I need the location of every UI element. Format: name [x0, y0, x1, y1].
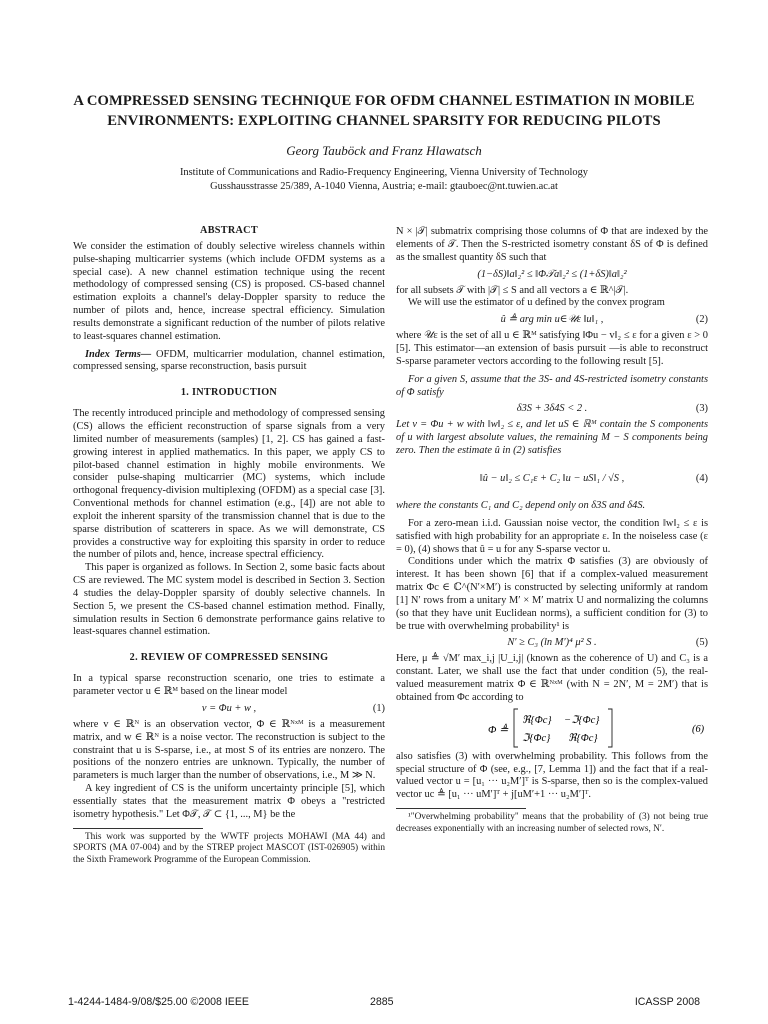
right-paragraph-8: also satisfies (3) with overwhelming probability. This follows from the special structure of Φ (see, e.g., [7, Lemma 1]) and the fact that if a real-valued vector u = [u₁ ··· u₂M′]ᵀ is S-sparse, then so is the complex-valued vector uc ≜ [u₁ ··· uM′]ᵀ + j[uM′+1 ··· u₂M′]ᵀ. — [396, 750, 708, 801]
equation-6-number: (6) — [692, 723, 705, 735]
authors: Georg Tauböck and Franz Hlawatsch — [286, 143, 482, 158]
left-bracket — [514, 709, 518, 747]
theorem-paragraph-2 — [396, 419, 708, 458]
funding-footnote: This work was supported by the WWTF projects MOHAWI (MA 44) and SPORTS (MA 07-004) and by the STREP project MASCOT (IST-026905) within the Sixth Framework Programme of the European Commission. — [73, 831, 385, 865]
equation-3-number: (3) — [695, 403, 708, 415]
abstract-text: We consider the estimation of doubly selective wireless channels within pulse-shaping multicarrier systems (which include OFDM systems as a special case). A new channel estimation technique using the recent methodology of compressed sensing (CS) is proposed. CS-based channel estimation exploits a channel's delay-Doppler sparsity to reduce the number of pilots and, hence, increase spectral efficiency. Simulation results demonstrate a significant reduction of the number of pilots relative to least-squares channel estimation. — [73, 240, 385, 342]
right-footnote-rule — [396, 808, 526, 809]
equation-6-matrix — [396, 705, 708, 751]
section2-paragraph-2: where v ∈ ℝᴺ is an observation vector, Φ ∈ ℝᴺˣᴹ is a measurement matrix, and w ∈ ℝᴺ is a noise vector. The reconstruction is subject to the constraint that u is S-sparse, i.e., at most S of its entries are nonzero. The positions of the nonzero entries are unknown. Typically, the number of parameters is much larger than the number of observations, i.e., M ≫ N. — [73, 718, 385, 782]
right-paragraph-7: Here, μ ≜ √M′ max_i,j |U_i,j| (known as the coherence of U) and C₃ is a constant. Later, we shall use the fact that under condition (5), the real-valued measurement matrix Φ ∈ ℝᴺˣᴹ (with N = 2N′, M = 2M′) that is obtained from Φc according to — [396, 653, 708, 703]
theorem-text-1: For a given S, assume that the 3S- and 4S-restricted isometry constants of Φ satisfy — [396, 373, 708, 398]
right-bracket — [608, 709, 612, 747]
right-paragraph-1: N × |𝒯| submatrix comprising those columns of Φ that are indexed by the elements of 𝒯. Then the S-restricted isometry constant δS of Φ is defined as the smallest quantity δS such that — [396, 226, 708, 263]
equation-5-body: N′ ≥ C₃ (ln M′)⁴ μ² S . — [507, 637, 597, 649]
equation-6-r1c2: −ℑ{Φc} — [564, 714, 600, 726]
rip-equation — [396, 265, 708, 285]
intro-paragraph-1: The recently introduced principle and methodology of compressed sensing (CS) allows the efficient reconstruction of sparse signals from a very limited number of measurements (samples) [1, 2]. CS has gained a fast-growing interest in applied mathematics. In this paper, we apply CS to pilot-based channel estimation in highly mobile environments. We consider pulse-shaping multicarrier (MC) systems, which include orthogonal frequency-division multiplexing (OFDM) as a special case [3]. Conventional methods for channel estimation (e.g., [4]) are not able to exploit the inherent sparsity of the transmission channel that is due to the sparse distribution of scatterers in space. As we will demonstrate, CS provides a constructive way for exploiting this sparsity in order to reduce the number of pilots and, hence, increase spectral efficiency. — [73, 408, 385, 561]
right-paragraph-2: for all subsets 𝒯 with |𝒯| ≤ S and all vectors a ∈ ℝ^|𝒯|. — [396, 284, 629, 296]
index-terms-text: OFDM, multicarrier modulation, channel estimation, compressed sensing, sparse reconstruction, basis pursuit — [73, 348, 385, 373]
affiliation-line-2: Gusshausstrasse 25/389, A-1040 Vienna, Austria; e-mail: gtauboec@nt.tuwien.ac.at — [210, 181, 558, 192]
theorem-paragraph-1 — [396, 374, 708, 400]
equation-4-number: (4) — [695, 472, 708, 484]
right-paragraph-6: Conditions under which the matrix Φ satisfies (3) are obviously of interest. It has been shown [6] that if a complex-valued measurement matrix Φc ∈ ℂ^(N′×M′) is constructed by selecting uniformly at random [1] N′ rows from a unitary M′ × M′ matrix U and normalizing the columns (so that they have unit Euclidean norms), a sufficient condition for (3) to be true with overwhelming probability¹ is — [396, 556, 708, 632]
page-number: 2885 — [370, 996, 394, 1008]
equation-2-body: û ≜ arg min u∈𝒰ε ‖u‖₁ , — [500, 314, 604, 326]
equation-6-r2c2: ℜ{Φc} — [568, 732, 598, 744]
equation-3-body: δ3S + 3δ4S < 2 . — [516, 403, 588, 415]
review-cs-heading: 2. REVIEW OF COMPRESSED SENSING — [129, 652, 329, 664]
right-paragraph-3: We will use the estimator of u defined by the convex program — [408, 297, 665, 309]
right-paragraph-5: For a zero-mean i.i.d. Gaussian noise vector, the condition ‖w‖₂ ≤ ε is satisfied with high probability for an appropriate ε. In the noiseless case (ε = 0), (4) shows that û = u for any S-sparse vector u. — [396, 517, 708, 555]
affiliation — [60, 166, 708, 194]
equation-1 — [73, 699, 385, 719]
rip-equation-body: (1−δS)‖a‖₂² ≤ ‖Φ𝒯a‖₂² ≤ (1+δS)‖a‖₂² — [477, 268, 627, 280]
index-terms-label: Index Terms— — [85, 348, 152, 360]
introduction-heading: 1. INTRODUCTION — [180, 387, 278, 399]
equation-5 — [396, 633, 708, 653]
equation-2-number: (2) — [695, 314, 708, 326]
footnote-rule — [73, 828, 203, 829]
right-paragraph-4: where 𝒰ε is the set of all u ∈ ℝᴹ satisfying ‖Φu − v‖₂ ≤ ε for a given ε > 0 [5]. This estimator—an extension of basis pursuit —is able to reconstruct S-sparse parameter vectors according to the following result [5]. — [396, 330, 708, 367]
equation-6 — [396, 705, 708, 751]
equation-3 — [396, 399, 708, 419]
section2-paragraph-1: In a typical sparse reconstruction scenario, one tries to estimate a parameter vector u ∈ ℝᴹ based on the linear model — [73, 673, 385, 697]
paper-title: A COMPRESSED SENSING TECHNIQUE FOR OFDM CHANNEL ESTIMATION IN MOBILE ENVIRONMENTS: EXPLOITING CHANNEL SPARSITY FOR REDUCING PILOTS — [73, 93, 695, 129]
equation-4 — [396, 458, 708, 500]
conference-name: ICASSP 2008 — [634, 996, 700, 1008]
intro-paragraph-2: This paper is organized as follows. In Section 2, some basic facts about CS are reviewed. The MC system model is described in Section 3. Section 4 studies the delay-Doppler sparsity of doubly selective channels. In Section 5, we present the CS-based channel estimation method. Finally, simulation results in Section 6 demonstrate performance gains relative to least-squares channel estimation. — [73, 562, 385, 638]
abstract-heading: ABSTRACT — [200, 225, 258, 236]
equation-1-body: v = Φu + w , — [201, 702, 257, 714]
page-footer — [68, 996, 700, 1010]
equation-5-number: (5) — [695, 637, 708, 649]
index-terms — [73, 349, 385, 375]
footer-copyright: 1-4244-1484-9/08/$25.00 ©2008 IEEE — [68, 996, 249, 1008]
theorem-text-3: where the constants C₁ and C₂ depend only on δ3S and δ4S. — [396, 499, 646, 511]
equation-1-number: (1) — [372, 702, 385, 714]
theorem-text-2: Let v = Φu + w with ‖w‖₂ ≤ ε, and let uS ∈ ℝᴹ contain the S components of u with largest absolute values, the remaining M − S components being zero. Then the estimate û in (2) satisfies — [396, 419, 708, 457]
right-column — [396, 226, 708, 836]
probability-footnote: ¹"Overwhelming probability" means that the probability of (3) not being true decreases exponentially with an increasing number of selected rows, N′. — [396, 812, 708, 834]
equation-6-r2c1: ℑ{Φc} — [522, 732, 551, 744]
equation-4-body: ‖û − u‖₂ ≤ C₁ε + C₂ ‖u − uS‖₁ / √S , — [479, 472, 625, 484]
left-column — [73, 225, 385, 867]
equation-2 — [396, 310, 708, 330]
affiliation-line-1: Institute of Communications and Radio-Frequency Engineering, Vienna University of Technology — [179, 167, 589, 178]
theorem-paragraph-3 — [396, 500, 708, 513]
equation-6-lhs: Φ ≜ — [488, 723, 509, 736]
section2-paragraph-3: A key ingredient of CS is the uniform uncertainty principle [5], which essentially states that the measurement matrix Φ obeys a "restricted isometry hypothesis." Let Φ𝒯, 𝒯 ⊂ {1, ..., M} be the — [73, 783, 385, 820]
equation-6-r1c1: ℜ{Φc} — [522, 714, 552, 726]
